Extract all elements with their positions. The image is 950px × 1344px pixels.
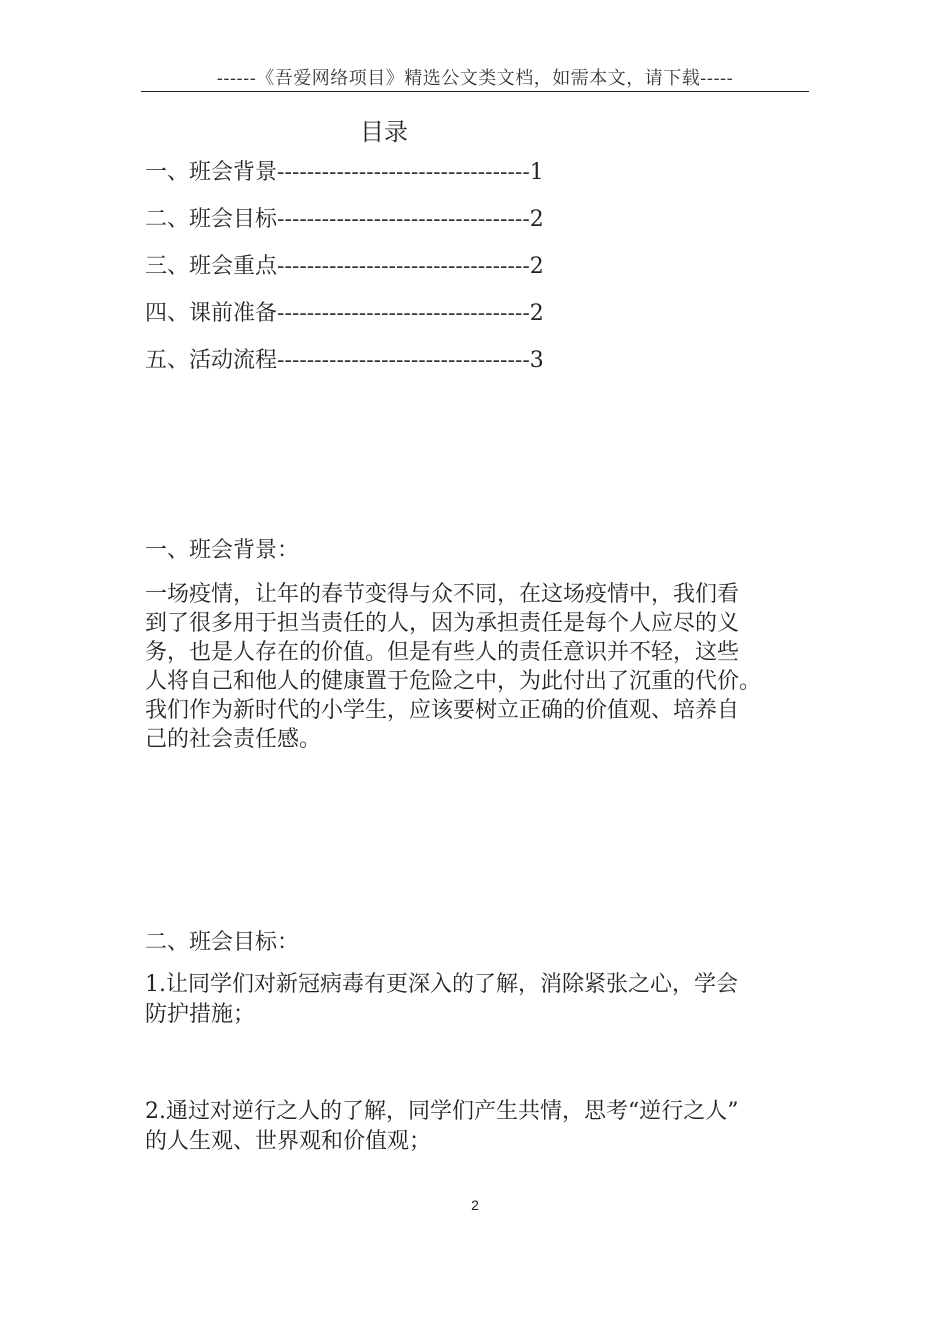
toc-entry-leader: ----------------------------------: [277, 160, 530, 185]
toc-entry-page: 3: [529, 348, 544, 373]
section-heading-background: 一、班会背景：: [145, 538, 300, 563]
toc-entry-label: 二、班会目标: [145, 207, 278, 232]
toc-entry[interactable]: [145, 251, 725, 298]
toc-title: 目录: [360, 118, 408, 146]
goal-line: 2.通过对逆行之人的了解，同学们产生共情，思考“逆行之人”: [145, 1099, 739, 1124]
goal-item-1: [145, 970, 835, 1030]
goal-item-2: [145, 1097, 835, 1157]
toc-entry[interactable]: [145, 157, 725, 204]
paragraph-line: 务，也是人存在的价值。但是有些人的责任意识并不轻，这些: [145, 640, 740, 665]
toc-entry-page: 2: [529, 207, 544, 232]
toc-entry-label: 四、课前准备: [145, 301, 278, 326]
toc-entry-leader: ----------------------------------: [277, 207, 530, 232]
goal-line: 1.让同学们对新冠病毒有更深入的了解，消除紧张之心，学会: [145, 972, 738, 997]
toc-entry-page: 2: [529, 254, 544, 279]
toc-entry-label: 一、班会背景: [145, 160, 278, 185]
paragraph-line: 一场疫情，让年的春节变得与众不同，在这场疫情中，我们看: [145, 582, 740, 607]
toc-entry[interactable]: [145, 204, 725, 251]
paragraph-line: 人将自己和他人的健康置于危险之中，为此付出了沉重的代价。: [145, 669, 762, 694]
goal-line: 防护措施；: [145, 1002, 256, 1027]
background-paragraph: [145, 580, 835, 754]
paragraph-line: 我们作为新时代的小学生，应该要树立正确的价值观、培养自: [145, 698, 740, 723]
table-of-contents: [145, 157, 725, 392]
page-number: 2: [471, 1197, 479, 1213]
toc-entry-leader: ----------------------------------: [277, 301, 530, 326]
header-divider: [141, 91, 809, 92]
toc-entry-label: 三、班会重点: [145, 254, 278, 279]
goal-line: 的人生观、世界观和价值观；: [145, 1129, 432, 1154]
toc-entry-leader: ----------------------------------: [277, 348, 530, 373]
toc-entry-page: 1: [529, 160, 544, 185]
paragraph-line: 己的社会责任感。: [145, 727, 322, 752]
page-header: ------《吾爱网络项目》精选公文类文档，如需本文，请下载-----: [216, 68, 734, 89]
toc-entry-leader: ----------------------------------: [277, 254, 530, 279]
toc-entry-page: 2: [529, 301, 544, 326]
toc-entry[interactable]: [145, 345, 725, 392]
toc-entry[interactable]: [145, 298, 725, 345]
section-heading-goals: 二、班会目标：: [145, 930, 300, 955]
paragraph-line: 到了很多用于担当责任的人，因为承担责任是每个人应尽的义: [145, 611, 740, 636]
toc-entry-label: 五、活动流程: [145, 348, 278, 373]
